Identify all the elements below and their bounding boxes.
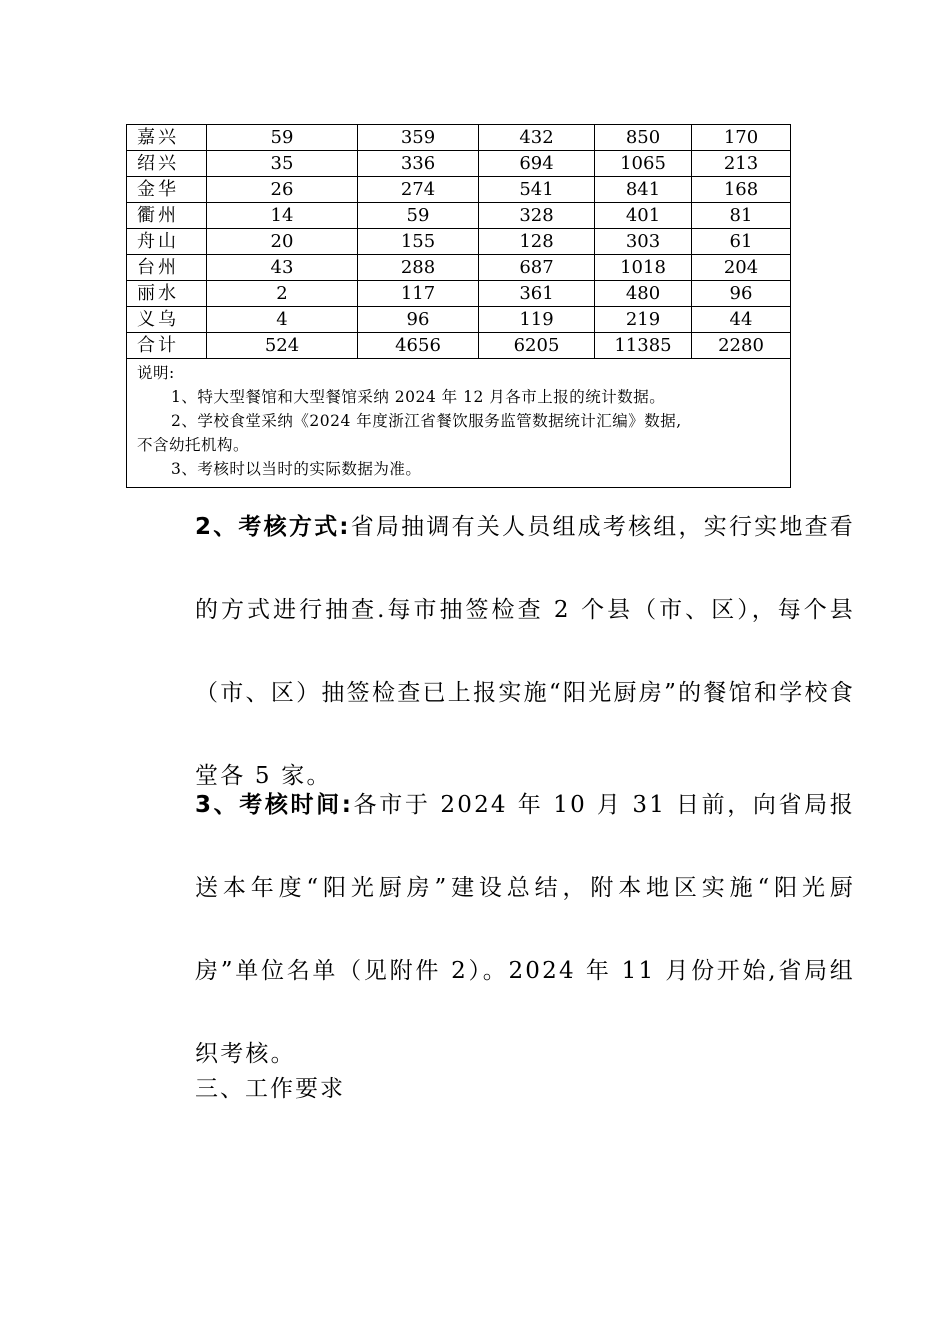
section-assessment-time xyxy=(145,764,855,1096)
value-cell: 687 xyxy=(479,255,595,281)
value-cell: 35 xyxy=(207,151,358,177)
table-row xyxy=(127,229,791,255)
section-assessment-method-label: 2、考核方式: xyxy=(195,514,351,540)
value-cell: 61 xyxy=(692,229,791,255)
value-cell: 213 xyxy=(692,151,791,177)
value-cell: 117 xyxy=(358,281,479,307)
value-cell: 274 xyxy=(358,177,479,203)
statistics-table xyxy=(126,124,791,488)
city-cell: 绍兴 xyxy=(127,151,207,177)
value-cell: 219 xyxy=(595,307,692,333)
value-cell: 204 xyxy=(692,255,791,281)
value-cell: 359 xyxy=(358,125,479,151)
value-cell: 11385 xyxy=(595,333,692,359)
value-cell: 44 xyxy=(692,307,791,333)
table-row xyxy=(127,177,791,203)
value-cell: 1018 xyxy=(595,255,692,281)
value-cell: 694 xyxy=(479,151,595,177)
value-cell: 59 xyxy=(207,125,358,151)
table-row xyxy=(127,151,791,177)
value-cell: 328 xyxy=(479,203,595,229)
table-row xyxy=(127,255,791,281)
notes-row xyxy=(127,359,791,488)
section-assessment-time-text: 各市于 2024 年 10 月 31 日前，向省局报送本年度“阳光厨房”建设总结，附本地区实施“阳光厨房”单位名单（见附件 2）。2024 年 11 月份开始,省局组织考核。 xyxy=(195,792,855,1067)
value-cell: 96 xyxy=(358,307,479,333)
value-cell: 288 xyxy=(358,255,479,281)
value-cell: 26 xyxy=(207,177,358,203)
city-cell: 金华 xyxy=(127,177,207,203)
table-row xyxy=(127,125,791,151)
section-assessment-time-label: 3、考核时间: xyxy=(195,792,354,818)
value-cell: 841 xyxy=(595,177,692,203)
value-cell: 6205 xyxy=(479,333,595,359)
value-cell: 20 xyxy=(207,229,358,255)
table-row xyxy=(127,307,791,333)
value-cell: 336 xyxy=(358,151,479,177)
value-cell: 303 xyxy=(595,229,692,255)
city-cell: 嘉兴 xyxy=(127,125,207,151)
value-cell: 2280 xyxy=(692,333,791,359)
city-cell: 丽水 xyxy=(127,281,207,307)
value-cell: 480 xyxy=(595,281,692,307)
value-cell: 96 xyxy=(692,281,791,307)
table-body xyxy=(127,125,791,359)
value-cell: 155 xyxy=(358,229,479,255)
section-heading-work-requirements: 三、工作要求 xyxy=(195,1076,345,1102)
city-cell: 衢州 xyxy=(127,203,207,229)
value-cell: 401 xyxy=(595,203,692,229)
city-cell: 合计 xyxy=(127,333,207,359)
value-cell: 168 xyxy=(692,177,791,203)
value-cell: 524 xyxy=(207,333,358,359)
value-cell: 361 xyxy=(479,281,595,307)
city-cell: 舟山 xyxy=(127,229,207,255)
value-cell: 170 xyxy=(692,125,791,151)
value-cell: 119 xyxy=(479,307,595,333)
section-assessment-method-text: 省局抽调有关人员组成考核组，实行实地查看的方式进行抽查.每市抽签检查 2 个县（市、区），每个县（市、区）抽签检查已上报实施“阳光厨房”的餐馆和学校食堂各 5 家。 xyxy=(195,514,856,789)
value-cell: 432 xyxy=(479,125,595,151)
notes-heading: 说明: xyxy=(137,364,175,382)
value-cell: 2 xyxy=(207,281,358,307)
notes-cell xyxy=(127,359,791,488)
city-cell: 台州 xyxy=(127,255,207,281)
value-cell: 128 xyxy=(479,229,595,255)
table-row xyxy=(127,333,791,359)
table-row xyxy=(127,203,791,229)
value-cell: 14 xyxy=(207,203,358,229)
value-cell: 81 xyxy=(692,203,791,229)
table-row xyxy=(127,281,791,307)
value-cell: 1065 xyxy=(595,151,692,177)
value-cell: 4656 xyxy=(358,333,479,359)
note-line-3: 3、考核时以当时的实际数据为准。 xyxy=(171,460,422,478)
note-line-2-cont: 不含幼托机构。 xyxy=(137,436,250,454)
city-cell: 义乌 xyxy=(127,307,207,333)
value-cell: 850 xyxy=(595,125,692,151)
value-cell: 59 xyxy=(358,203,479,229)
value-cell: 541 xyxy=(479,177,595,203)
value-cell: 4 xyxy=(207,307,358,333)
value-cell: 43 xyxy=(207,255,358,281)
note-line-1: 1、特大型餐馆和大型餐馆采纳 2024 年 12 月各市上报的统计数据。 xyxy=(171,388,666,406)
note-line-2: 2、学校食堂采纳《2024 年度浙江省餐饮服务监管数据统计汇编》数据, xyxy=(171,412,682,430)
